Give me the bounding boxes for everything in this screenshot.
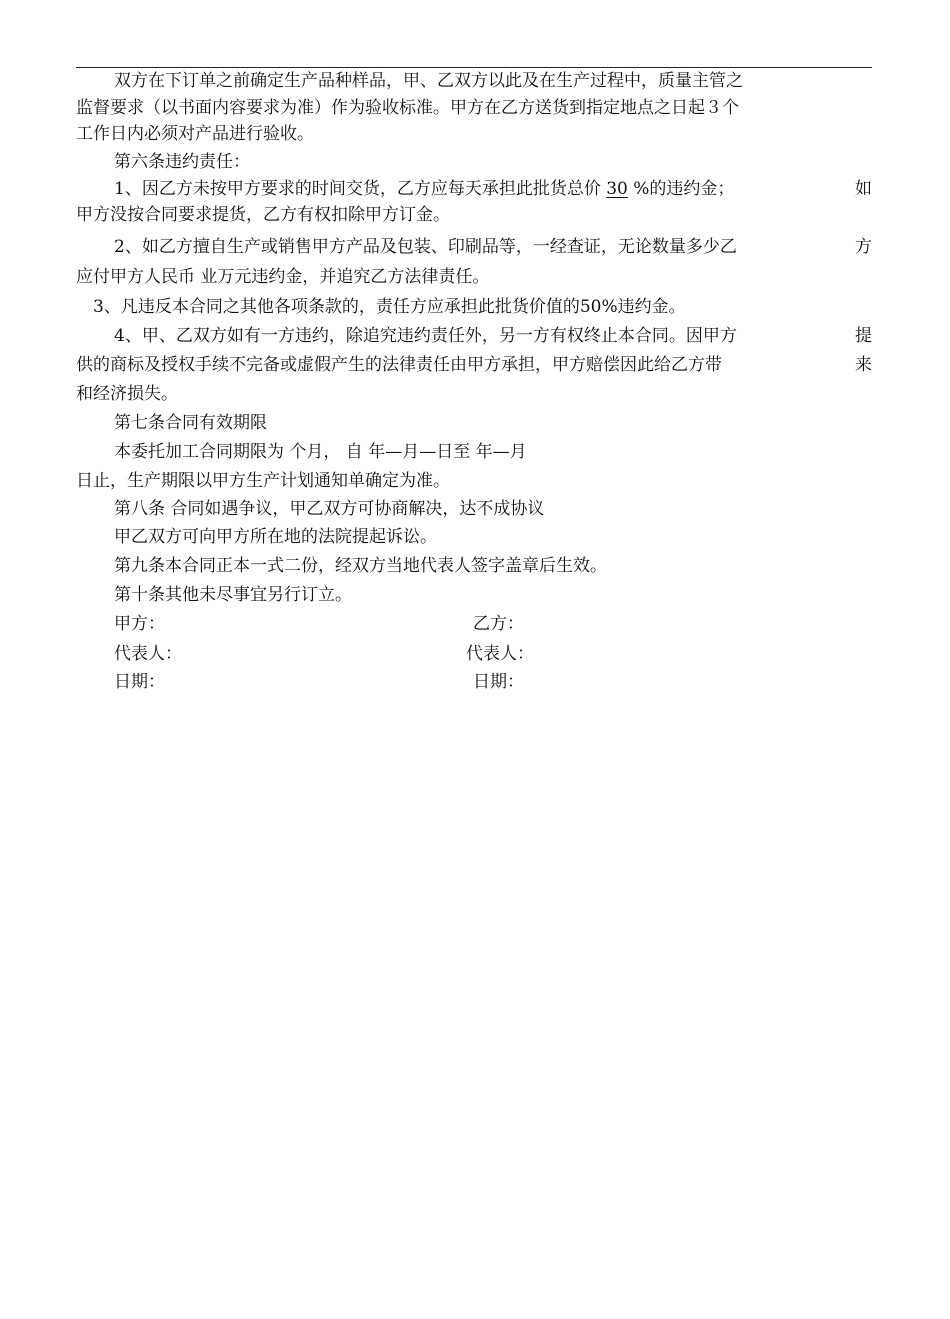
header-rule (76, 67, 872, 68)
clause6-item2-text-b: 方 (855, 237, 872, 257)
clause6-item1-line1 (114, 178, 872, 200)
clause6-item1-line2: 甲方没按合同要求提货，乙方有权扣除甲方订金。 (76, 205, 450, 225)
clause7-line1: 本委托加工合同期限为 个月， 自 年—月—日至 年—月 (114, 442, 527, 462)
rep-b-label: 代表人： (466, 644, 534, 664)
clause5-line1-text: 双方在下订单之前确定生产品种样品，甲、乙双方以此及在生产过程中，质量主管之 (114, 71, 743, 91)
clause6-item4-line2 (76, 354, 872, 376)
clause6-item1-line1-main (114, 178, 734, 200)
party-a-label: 甲方： (114, 614, 165, 634)
clause6-item2-line2: 应付甲方人民币 业万元违约金，并追究乙方法律责任。 (76, 267, 490, 287)
clause6-item1-text-a: 1、因乙方未按甲方要求的时间交货，乙方应每天承担此批货总价 (114, 179, 601, 199)
clause10: 第十条其他未尽事宜另行订立。 (114, 585, 352, 605)
date-b-label: 日期： (473, 672, 524, 692)
clause8-line1: 第八条 合同如遇争议，甲乙双方可协商解决，达不成协议 (114, 499, 545, 519)
clause6-item3: 3、凡违反本合同之其他各项条款的，责任方应承担此批货价值的50%违约金。 (93, 297, 686, 317)
clause6-item4-text-b: 提 (855, 326, 872, 346)
clause6-item1-text-c: 如 (855, 179, 872, 199)
clause6-item1-text-b: %的违约金； (633, 179, 735, 199)
clause5-line1 (114, 70, 872, 92)
clause6-item4-line2-text-b: 来 (855, 355, 872, 375)
clause5-line3: 工作日内必须对产品进行验收。 (76, 124, 314, 144)
clause9: 第九条本合同正本一式二份，经双方当地代表人签字盖章后生效。 (114, 556, 607, 576)
clause6-item1-rate: 30 (606, 179, 628, 199)
clause8-line2: 甲乙双方可向甲方所在地的法院提起诉讼。 (114, 527, 437, 547)
clause7-line2: 日止，生产期限以甲方生产计划通知单确定为准。 (76, 471, 450, 491)
clause5-line2: 监督要求（以书面内容要求为准）作为验收标准。甲方在乙方送货到指定地点之日起３个 (76, 98, 739, 118)
clause6-item4-line1 (114, 325, 872, 347)
date-a-label: 日期： (114, 672, 165, 692)
clause6-heading: 第六条违约责任： (114, 152, 250, 172)
party-b-label: 乙方： (473, 614, 524, 634)
clause6-item2-text-a: 2、如乙方擅自生产或销售甲方产品及包装、印刷品等，一经查证，无论数量多少乙 (114, 237, 737, 257)
clause6-item4-text-a: 4、甲、乙双方如有一方违约，除追究违约责任外，另一方有权终止本合同。因甲方 (114, 326, 737, 346)
clause6-item4-line3: 和经济损失。 (76, 384, 178, 404)
clause6-item4-line2-text-a: 供的商标及授权手续不完备或虚假产生的法律责任由甲方承担，甲方赔偿因此给乙方带 (76, 355, 722, 375)
rep-a-label: 代表人： (114, 644, 182, 664)
clause7-heading: 第七条合同有效期限 (114, 413, 267, 433)
clause6-item2-line1 (114, 236, 872, 258)
